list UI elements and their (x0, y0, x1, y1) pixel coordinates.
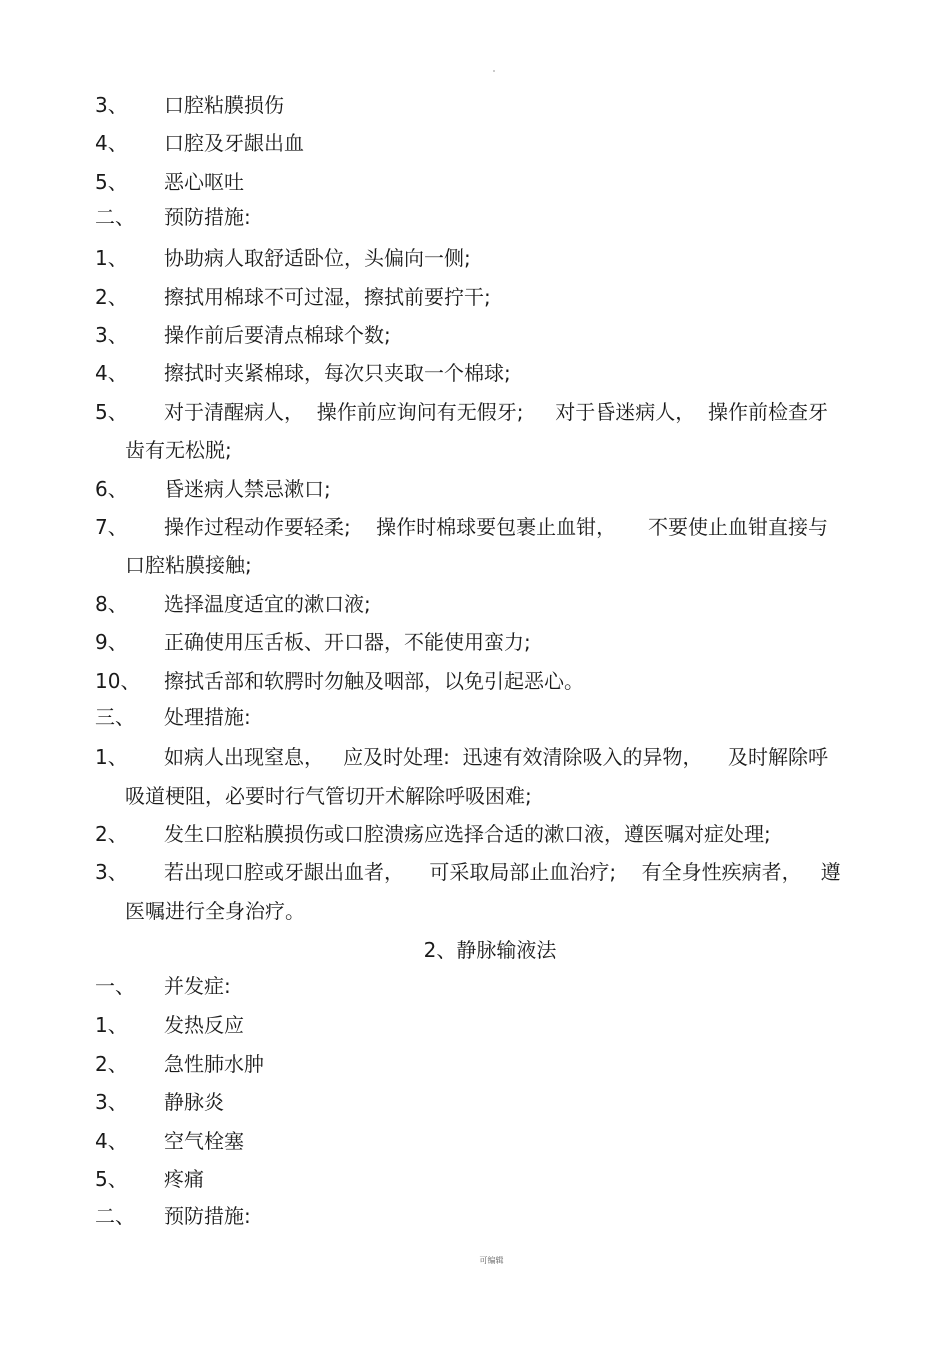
list-item: 9、 正确使用压舌板、开口器，不能使用蛮力; (95, 630, 531, 654)
list-item-continuation: 医嘱进行全身治疗。 (125, 899, 305, 923)
list-item: 4、 空气栓塞 (95, 1129, 244, 1153)
list-item: 6、 昏迷病人禁忌漱口; (95, 477, 331, 501)
section-heading: 三、 处理措施: (95, 705, 251, 729)
list-item: 3、 静脉炎 (95, 1090, 224, 1114)
list-item: 1、 发热反应 (95, 1013, 244, 1037)
list-item: 2、 擦拭用棉球不可过湿，擦拭前要拧干; (95, 285, 491, 309)
list-item: 3、 口腔粘膜损伤 (95, 93, 284, 117)
list-item: 10、 擦拭舌部和软腭时勿触及咽部，以免引起恶心。 (95, 669, 584, 693)
list-item: 4、 口腔及牙龈出血 (95, 131, 304, 155)
list-item-continuation: 齿有无松脱; (125, 438, 232, 462)
list-item-continuation: 吸道梗阻，必要时行气管切开术解除呼吸困难; (125, 784, 532, 808)
list-item: 3、 操作前后要清点棉球个数; (95, 323, 391, 347)
list-item-continuation: 口腔粘膜接触; (125, 553, 252, 577)
section-heading: 二、 预防措施: (95, 1204, 251, 1228)
list-item: 4、 擦拭时夹紧棉球，每次只夹取一个棉球; (95, 361, 511, 385)
section-heading: 一、 并发症: (95, 974, 231, 998)
page-footer: 可编辑 (479, 1256, 504, 1265)
list-item: 2、 发生口腔粘膜损伤或口腔溃疡应选择合适的漱口液，遵医嘱对症处理; (95, 822, 771, 846)
list-item: 7、 操作过程动作要轻柔; 操作时棉球要包裹止血钳， 不要使止血钳直接与 (95, 515, 828, 539)
section-heading: 二、 预防措施: (95, 205, 251, 229)
section-title: 2、静脉输液法 (423, 938, 557, 962)
list-item: 5、 疼痛 (95, 1167, 204, 1191)
list-item: 1、 协助病人取舒适卧位，头偏向一侧; (95, 246, 471, 270)
list-item: 1、 如病人出现窒息， 应及时处理: 迅速有效清除吸入的异物， 及时解除呼 (95, 745, 828, 769)
list-item: 3、 若出现口腔或牙龈出血者， 可采取局部止血治疗; 有全身性疾病者， 遵 (95, 860, 841, 884)
list-item: 5、 对于清醒病人， 操作前应询问有无假牙; 对于昏迷病人， 操作前检查牙 (95, 400, 828, 424)
list-item: 8、 选择温度适宜的漱口液; (95, 592, 371, 616)
list-item: 5、 恶心呕吐 (95, 170, 244, 194)
page-mark (493, 70, 495, 72)
list-item: 2、 急性肺水肿 (95, 1052, 264, 1076)
